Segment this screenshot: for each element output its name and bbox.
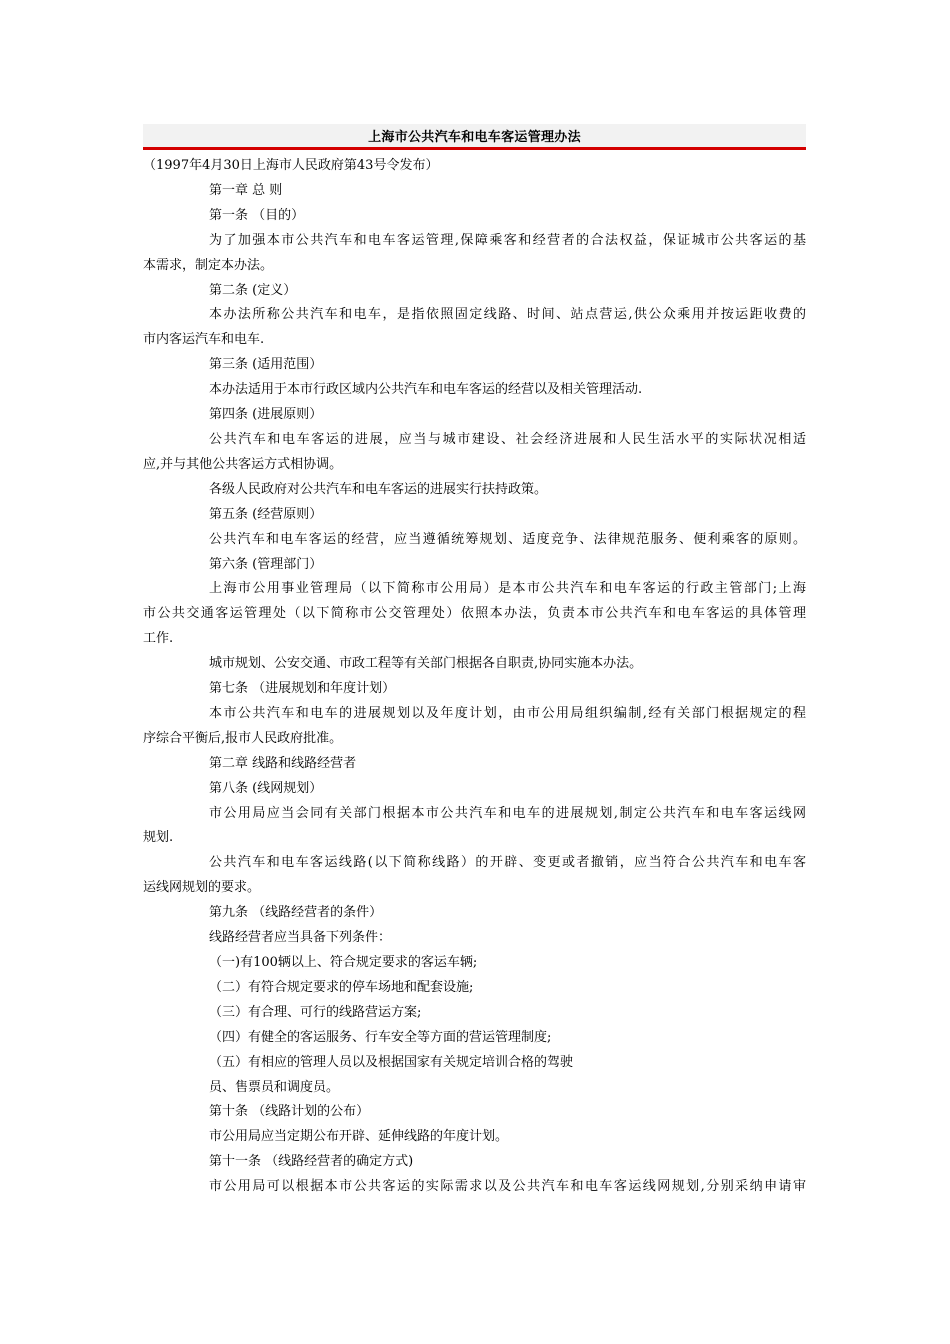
text-line: 第二条 (定义）: [209, 282, 297, 298]
text-line: 第四条 (进展原则）: [209, 407, 323, 423]
document-page: [143, 124, 806, 1200]
text-line: 第八条 (线网规划）: [209, 780, 323, 796]
text-line: 上海市公用事业管理局（以下简称市公用局）是本市公共汽车和电车客运的行政主管部门;上海: [209, 581, 806, 597]
text-line: （一)有100辆以上、符合规定要求的客运车辆;: [209, 955, 478, 970]
text-line: 市公用局应当会同有关部门根据本市公共汽车和电车的进展规划,制定公共汽车和电车客运线网: [209, 805, 806, 821]
document-body: [143, 154, 806, 1200]
title-bar: [143, 124, 806, 150]
text-line: 本需求，制定本办法。: [143, 257, 274, 273]
text-line: 第七条 （进展规划和年度计划）: [209, 681, 396, 697]
text-line: 第一条 （目的）: [209, 207, 305, 223]
text-line: 第十条 （线路计划的公布）: [209, 1104, 370, 1120]
text-line: 序综合平衡后,报市人民政府批准。: [143, 730, 343, 746]
text-line: （四）有健全的客运服务、行车安全等方面的营运管理制度;: [209, 1029, 552, 1045]
text-line: 运线网规划的要求。: [143, 880, 261, 896]
text-line: （二）有符合规定要求的停车场地和配套设施;: [209, 979, 474, 995]
text-line: （五）有相应的管理人员以及根据国家有关规定培训合格的驾驶: [209, 1054, 574, 1070]
text-line: 本市公共汽车和电车的进展规划以及年度计划，由市公用局组织编制,经有关部门根据规定的程: [209, 705, 806, 721]
text-line: 第二章 线路和线路经营者: [209, 755, 357, 771]
text-line: 工作.: [143, 631, 174, 647]
text-line: 应,并与其他公共客运方式相协调。: [143, 456, 343, 472]
text-line: 第六条 (管理部门）: [209, 556, 323, 572]
text-line: 本办法适用于本市行政区域内公共汽车和电车客运的经营以及相关管理活动.: [209, 382, 643, 398]
text-line: 为了加强本市公共汽车和电车客运管理,保障乘客和经营者的合法权益，保证城市公共客运的基: [209, 232, 806, 248]
text-line: 第十一条 （线路经营者的确定方式): [209, 1154, 414, 1170]
text-line: 市公共交通客运管理处（以下简称市公交管理处）依照本办法，负责本市公共汽车和电车客运的具体管理: [143, 606, 806, 622]
text-line: 第一章 总 则: [209, 182, 283, 198]
text-line: 公共汽车和电车客运的进展，应当与城市建设、社会经济进展和人民生活水平的实际状况相适: [209, 431, 806, 447]
text-line: 市内客运汽车和电车.: [143, 332, 265, 348]
text-line: 员、售票员和调度员。: [209, 1079, 340, 1095]
text-line: 城市规划、公安交通、市政工程等有关部门根据各自职责,协同实施本办法。: [209, 656, 643, 672]
text-line: （1997年4月30日上海市人民政府第43号令发布）: [143, 158, 439, 173]
text-line: 各级人民政府对公共汽车和电车客运的进展实行扶持政策。: [209, 481, 548, 497]
text-line: 市公用局可以根据本市公共客运的实际需求以及公共汽车和电车客运线网规划,分别采纳申请审: [209, 1179, 806, 1195]
text-line: 线路经营者应当具备下列条件：: [209, 930, 392, 946]
text-line: 规划.: [143, 830, 174, 846]
text-line: 第五条 (经营原则）: [209, 506, 323, 522]
text-line: （三）有合理、可行的线路营运方案;: [209, 1004, 422, 1020]
text-line: 市公用局应当定期公布开辟、延伸线路的年度计划。: [209, 1129, 509, 1145]
text-line: 公共汽车和电车客运的经营，应当遵循统筹规划、适度竞争、法律规范服务、便利乘客的原则。: [209, 531, 806, 547]
document-title: 上海市公共汽车和电车客运管理办法: [368, 130, 581, 145]
text-line: 第九条 （线路经营者的条件）: [209, 905, 383, 921]
text-line: 本办法所称公共汽车和电车，是指依照固定线路、时间、站点营运,供公众乘用并按运距收费的: [209, 307, 806, 323]
text-line: 公共汽车和电车客运线路(以下简称线路）的开辟、变更或者撤销，应当符合公共汽车和电车客: [209, 855, 806, 871]
text-line: 第三条 (适用范围）: [209, 357, 323, 373]
